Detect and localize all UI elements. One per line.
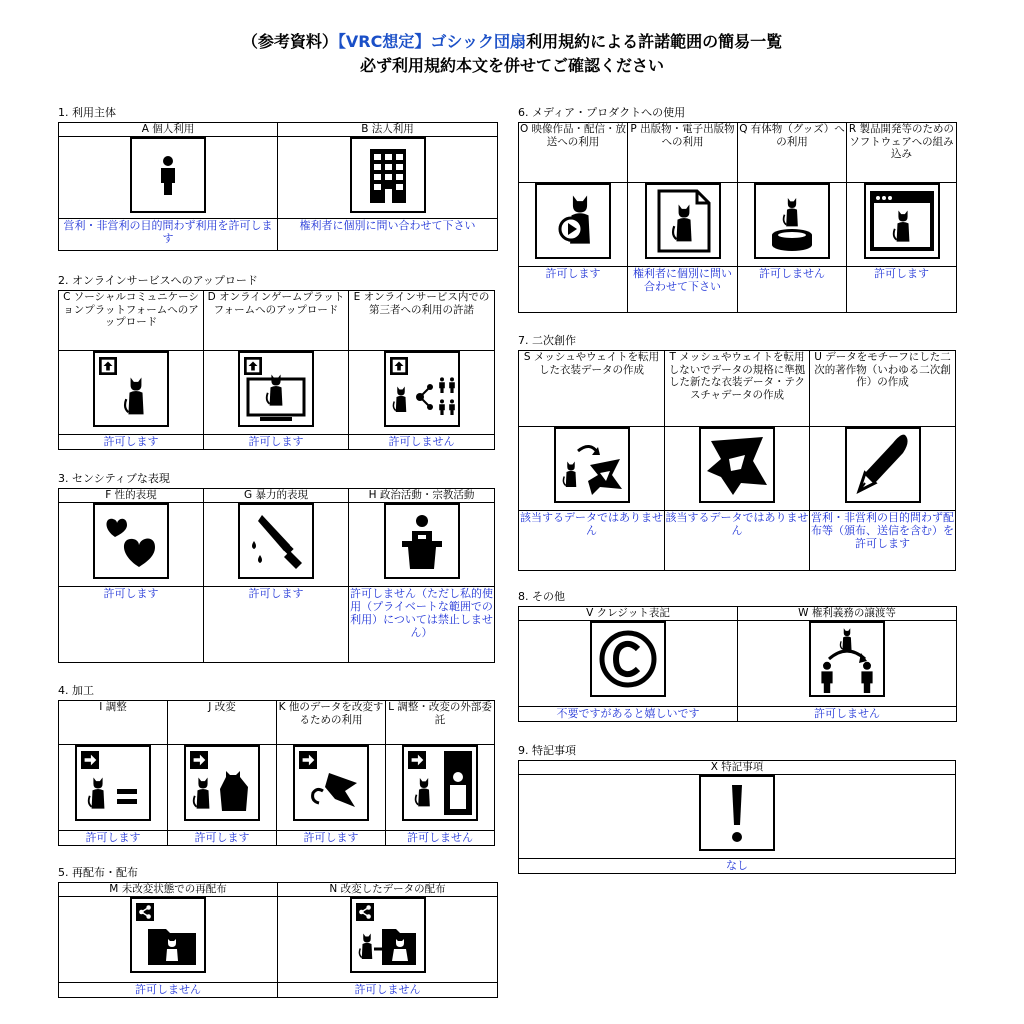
section-table [58,488,495,663]
status-text: 許可しません [278,983,498,998]
icon-cell [204,503,349,587]
icon-cell [519,621,738,707]
section-usage-subject [58,106,498,251]
status-text: 許可します [204,587,349,663]
status-text: 許可しません [738,267,847,313]
status-text: 許可します [204,435,349,450]
page-title [0,30,1024,78]
item-label: D オンラインゲームプラットフォームへのアップロード [204,291,349,351]
icon-cell [847,183,957,267]
section-heading: 7. 二次創作 [518,334,576,347]
redistribute-icon [130,897,206,973]
section-heading: 4. 加工 [58,684,94,697]
icon-cell [59,137,278,219]
item-label: H 政治活動・宗教活動 [349,489,495,503]
item-label: G 暴力的表現 [204,489,349,503]
section-heading: 5. 再配布・配布 [58,866,138,879]
section-other [518,590,957,722]
icon-cell [519,427,665,511]
share-third-party-icon [384,351,460,427]
icon-cell [349,503,495,587]
section-table [518,760,956,874]
modify-icon [184,745,260,821]
adjust-icon [75,745,151,821]
item-label: L 調整・改変の外部委託 [386,701,495,745]
hearts-icon [93,503,169,579]
section-table [58,122,498,251]
outsource-icon [402,745,478,821]
mesh-reuse-icon [554,427,630,503]
copyright-icon [590,621,666,697]
status-text: 営利・非営利の目的問わず配布等（頒布、送信を含む）を許可します [810,511,956,571]
figure-goods-icon [754,183,830,259]
section-heading: 8. その他 [518,590,565,603]
section-heading: 1. 利用主体 [58,106,116,119]
status-text: 許可しません [386,831,495,846]
section-table [518,606,957,722]
use-for-other-data-icon [293,745,369,821]
status-text: 許可します [59,435,204,450]
distribute-modified-icon [350,897,426,973]
status-text: 許可しません [738,707,957,722]
item-label: M 未改変状態での再配布 [59,883,278,897]
title-suffix: 利用規約による許諾範囲の簡易一覧 [526,32,783,51]
item-label: P 出版物・電子出版物への利用 [628,123,738,183]
item-label: V クレジット表記 [519,607,738,621]
section-heading: 2. オンラインサービスへのアップロード [58,274,258,287]
item-label: F 性的表現 [59,489,204,503]
icon-cell [810,427,956,511]
pen-icon [845,427,921,503]
status-text: なし [519,859,956,874]
item-label: J 改変 [168,701,277,745]
item-label: S メッシュやウェイトを転用した衣装データの作成 [519,351,665,427]
item-label: K 他のデータを改変するための利用 [277,701,386,745]
knife-icon [238,503,314,579]
status-text: 該当するデータではありません [519,511,665,571]
item-label: Q 有体物（グッズ）への利用 [738,123,847,183]
item-label: E オンラインサービス内での第三者への利用の許諾 [349,291,495,351]
icon-cell [59,897,278,983]
icon-cell [386,745,495,831]
title-prefix: （参考資料） [241,32,338,51]
title-highlight: 【VRC想定】ゴシック団扇 [337,32,527,51]
section-heading: 6. メディア・プロダクトへの使用 [518,106,686,119]
icon-cell [628,183,738,267]
section-table [518,350,956,571]
building-icon [350,137,426,213]
item-label: W 権利義務の譲渡等 [738,607,957,621]
status-text: 営利・非営利の目的問わず利用を許可します [59,219,278,251]
status-text: 許可します [59,587,204,663]
publication-icon [645,183,721,259]
exclamation-icon [699,775,775,851]
item-label: N 改変したデータの配布 [278,883,498,897]
item-label: I 調整 [59,701,168,745]
title-line-2: 必ず利用規約本文を併せてご確認ください [359,56,664,75]
icon-cell [519,183,628,267]
software-icon [864,183,940,259]
section-heading: 3. センシティブな表現 [58,472,170,485]
status-text: 許可しません [59,983,278,998]
section-special-notes [518,744,956,874]
icon-cell [204,351,349,435]
icon-cell [59,503,204,587]
section-table [58,882,498,998]
icon-cell [349,351,495,435]
transfer-icon [809,621,885,697]
status-text: 権利者に個別に問い合わせて下さい [278,219,498,251]
item-label: X 特記事項 [519,761,956,775]
new-costume-icon [699,427,775,503]
icon-cell [665,427,810,511]
person-icon [130,137,206,213]
section-processing [58,684,495,846]
item-label: O 映像作品・配信・放送への利用 [519,123,628,183]
section-table [518,122,957,313]
icon-cell [278,897,498,983]
video-icon [535,183,611,259]
status-text: 不要ですがあると嬉しいです [519,707,738,722]
section-table [58,700,495,846]
status-text: 許可しません [349,435,495,450]
section-table [58,290,495,450]
title-line-1 [0,30,1024,54]
section-heading: 9. 特記事項 [518,744,576,757]
item-label: U データをモチーフにした二次的著作物（いわゆる二次創作）の作成 [810,351,956,427]
upload-game-icon [238,351,314,427]
item-label: R 製品開発等のためのソフトウェアへの組み込み [847,123,957,183]
item-label: A 個人利用 [59,123,278,137]
icon-cell [738,183,847,267]
status-text: 権利者に個別に問い合わせて下さい [628,267,738,313]
section-derivative-works [518,334,956,571]
status-text: 許可します [519,267,628,313]
item-label: B 法人利用 [278,123,498,137]
section-online-upload [58,274,495,450]
section-redistribution [58,866,498,998]
icon-cell [278,137,498,219]
status-text: 許可します [59,831,168,846]
section-sensitive [58,472,495,663]
podium-icon [384,503,460,579]
icon-cell [738,621,957,707]
icon-cell [277,745,386,831]
status-text: 許可しません（ただし私的使用（プライベートな範囲での利用）については禁止しません） [349,587,495,663]
status-text: 許可します [277,831,386,846]
icon-cell [519,775,956,859]
icon-cell [168,745,277,831]
icon-cell [59,745,168,831]
status-text: 許可します [168,831,277,846]
item-label: T メッシュやウェイトを転用しないでデータの規格に準拠した新たな衣装データ・テクスチャデータの作成 [665,351,810,427]
section-media-products [518,106,957,313]
upload-avatar-icon [93,351,169,427]
icon-cell [59,351,204,435]
status-text: 該当するデータではありません [665,511,810,571]
item-label: C ソーシャルコミュニケーションプラットフォームへのアップロード [59,291,204,351]
status-text: 許可します [847,267,957,313]
